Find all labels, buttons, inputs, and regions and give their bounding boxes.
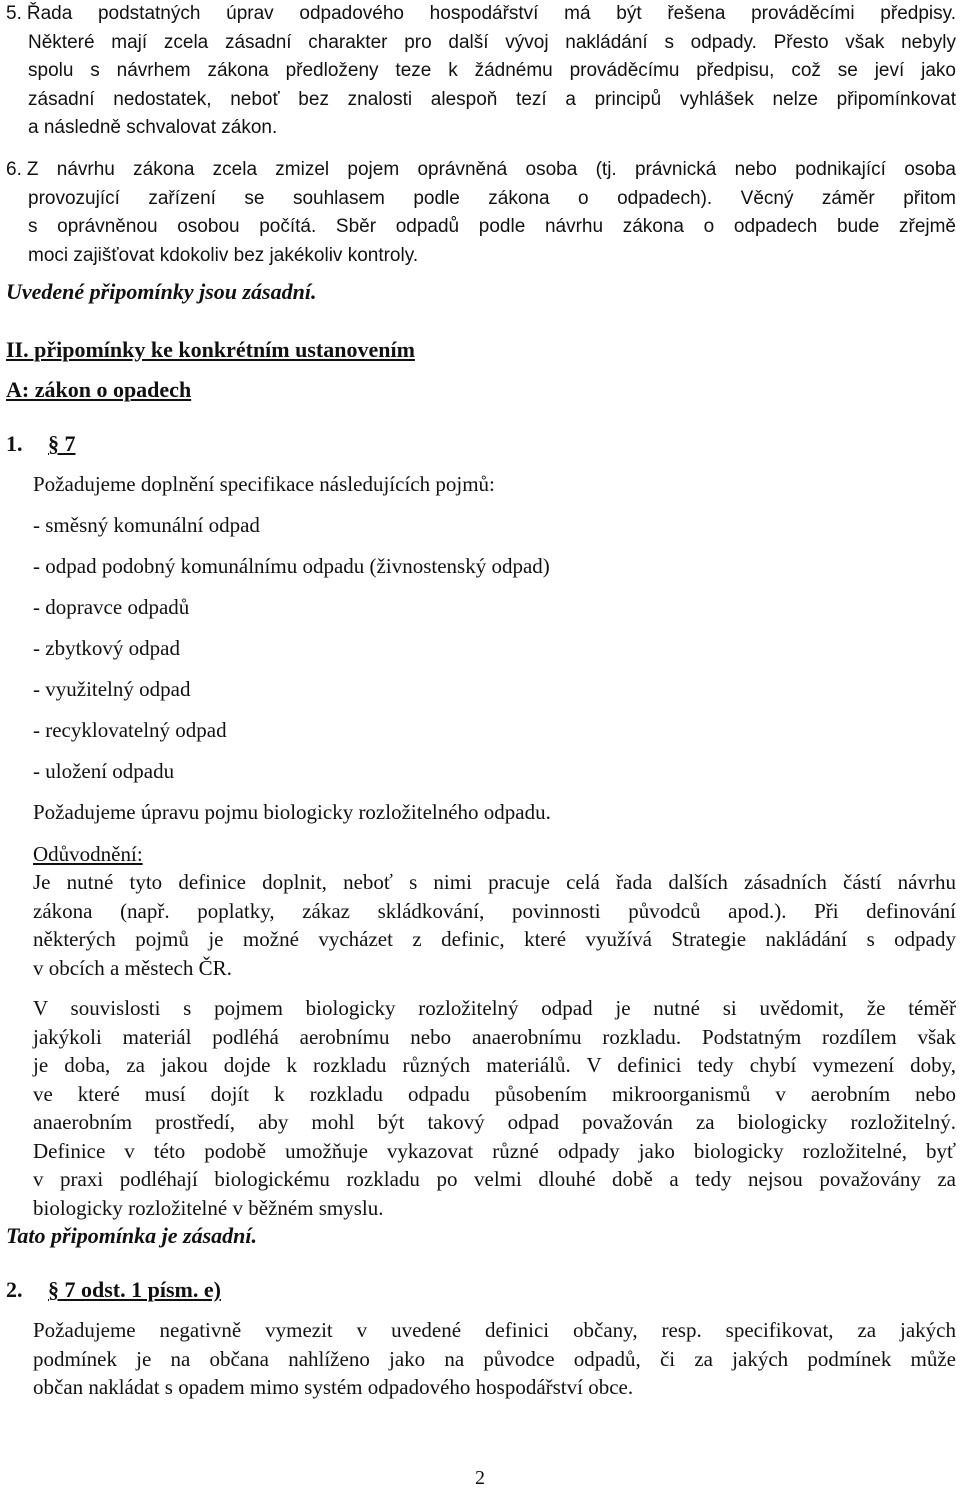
- bio-line: v praxi podléhají biologickému rozkladu po velmi dlouhé době a tedy nejsou považovány za: [33, 1167, 956, 1191]
- point-5-number: 5.: [6, 3, 22, 24]
- justification-paragraph: [33, 868, 956, 982]
- item-2-paragraph: [33, 1316, 956, 1402]
- item-1-request-bio: Požadujeme úpravu pojmu biologicky rozložitelného odpadu.: [33, 800, 551, 824]
- section-a-heading: A: zákon o opadech: [6, 377, 192, 402]
- section-ii-heading: II. připomínky ke konkrétním ustanovením: [6, 337, 415, 362]
- conclusion-principal: Uvedené připomínky jsou zásadní.: [6, 279, 317, 304]
- point-5-line-2: Některé mají zcela zásadní charakter pro další vývoj nakládání s odpady. Přesto však nebyly: [28, 31, 956, 53]
- item-2-ref: § 7 odst. 1 písm. e): [48, 1277, 221, 1302]
- point-5-line-3: spolu s návrhem zákona předloženy teze k žádnému prováděcímu předpisu, což se jeví jako: [28, 60, 956, 81]
- bio-line: jakýkoli materiál podléhá aerobnímu nebo anaerobnímu rozkladu. Podstatným rozdílem však: [33, 1024, 956, 1049]
- bio-paragraph: [33, 994, 956, 1222]
- term-list-item: - odpad podobný komunálnímu odpadu (živnostenský odpad): [33, 554, 550, 578]
- justification-line: zákona (např. poplatky, zákaz skládkování, povinnosti původců apod.). Při definování: [33, 898, 956, 923]
- item-2-line: podmínek je na občana nahlíženo jako na původce odpadů, či za jakých podmínek může: [33, 1346, 956, 1371]
- point-5-line-5: a následně schvalovat zákon.: [28, 117, 278, 138]
- term-list-item: - využitelný odpad: [33, 677, 191, 701]
- bio-line: anaerobním prostředí, aby mohl být takový odpad považován za biologicky rozložitelný.: [33, 1110, 956, 1134]
- point-5-line-4: zásadní nedostatek, neboť bez znalosti alespoň tezí a principů vyhlášek nelze připomínkovat: [28, 88, 956, 110]
- item-2-line: Požadujeme negativně vymezit v uvedené definici občany, resp. specifikovat, za jakých: [33, 1318, 956, 1342]
- term-list-item: - uložení odpadu: [33, 759, 175, 783]
- point-6-line-4: moci zajišťovat kdokoliv bez jakékoliv kontroly.: [28, 244, 419, 266]
- bio-line: je doba, za jakou dojde k rozkladu různých materiálů. V definici tedy chybí vymezení doby,: [33, 1053, 956, 1077]
- bio-line: V souvislosti s pojmem biologicky rozložitelný odpad je nutné si uvědomit, že téměř: [33, 996, 956, 1020]
- term-list-item: - dopravce odpadů: [33, 595, 190, 619]
- item-1-intro: Požadujeme doplnění specifikace následujících pojmů:: [33, 472, 495, 496]
- point-6-line-1: 6. Z návrhu zákona zcela zmizel pojem oprávněná osoba (tj. právnická nebo podnikající osoba: [6, 159, 956, 180]
- item-1-ref: § 7: [48, 431, 76, 456]
- term-list-item: - zbytkový odpad: [33, 636, 180, 660]
- point-5-paragraph: [6, 0, 956, 143]
- bio-line: biologicky rozložitelné v běžném smyslu.: [33, 1195, 384, 1220]
- item-2-number: 2.: [6, 1277, 23, 1302]
- point-6-line-3: s oprávněnou osobou počítá. Sběr odpadů podle návrhu zákona o odpadech bude zřejmě: [28, 216, 956, 237]
- item-1-conclusion: Tato připomínka je zásadní.: [6, 1223, 258, 1248]
- justification-line: v obcích a městech ČR.: [33, 955, 232, 980]
- bio-line: Definice v této podobě umožňuje vykazovat různé odpady jako biologicky rozložitelné, byť: [33, 1138, 956, 1163]
- item-1-number: 1.: [6, 431, 23, 456]
- bio-line: ve které musí dojít k rozkladu odpadu působením mikroorganismů v aerobním nebo: [33, 1081, 956, 1106]
- justification-label: Odůvodnění:: [33, 842, 143, 866]
- justification-line: některých pojmů je možné vycházet z definic, které využívá Strategie nakládání s odpady: [33, 927, 956, 951]
- term-list-item: - recyklovatelný odpad: [33, 718, 227, 742]
- page-number: 2: [475, 1467, 485, 1489]
- justification-line: Je nutné tyto definice doplnit, neboť s nimi pracuje celá řada dalších zásadních částí návrhu: [33, 870, 956, 894]
- item-2-line: občan nakládat s opadem mimo systém odpadového hospodářství obce.: [33, 1375, 634, 1399]
- point-5-line-1: 5. Řada podstatných úprav odpadového hospodářství má být řešena prováděcími předpisy.: [6, 3, 956, 24]
- point-6-paragraph: [6, 156, 956, 270]
- term-list-item: - směsný komunální odpad: [33, 513, 260, 537]
- point-6-number: 6.: [6, 159, 22, 180]
- point-6-line-2: provozující zařízení se souhlasem podle zákona o odpadech). Věcný záměr přitom: [28, 187, 956, 209]
